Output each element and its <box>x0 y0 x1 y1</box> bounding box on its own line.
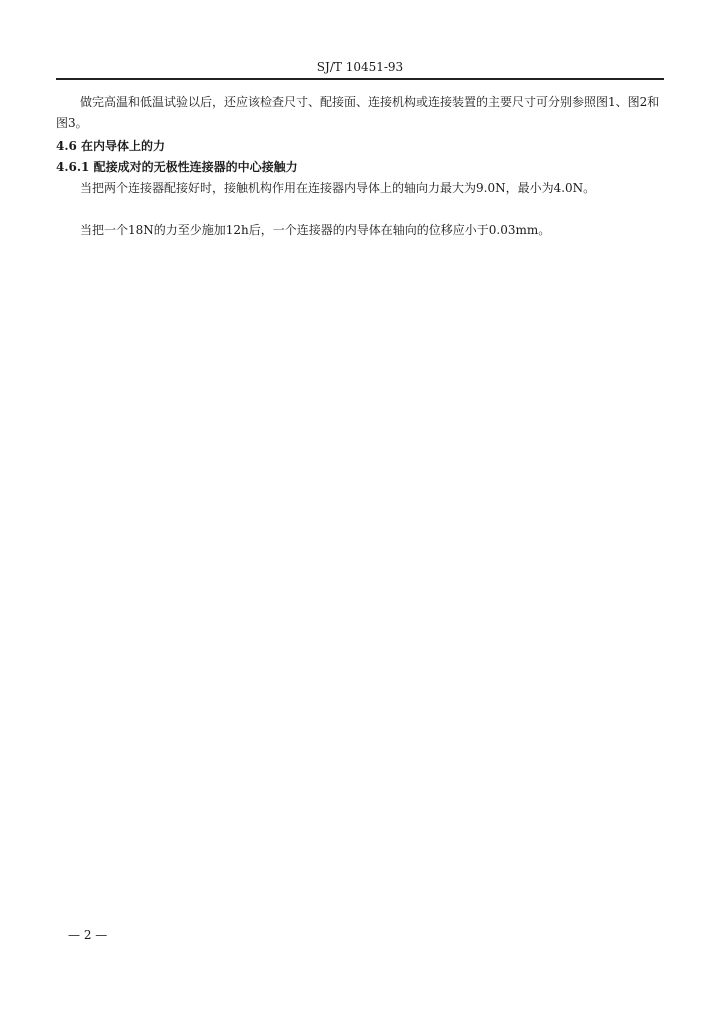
header-rule <box>56 78 664 80</box>
para-4-6-1-a: 当把两个连接器配接好时，接触机构作用在连接器内导体上的轴向力最大为9.0N，最小为4.0N。 <box>80 181 596 195</box>
para-4-6-1-b: 当把一个18N的力至少施加12h后，一个连接器的内导体在轴向的位移应小于0.03mm。 <box>80 223 551 237</box>
page-footer: — 2 — <box>68 928 108 942</box>
heading-4-6-1: 4.6.1 配接成对的无极性连接器的中心接触力 <box>56 160 298 174</box>
para-1: 做完高温和低温试验以后，还应该检查尺寸、配接面、连接机构或连接装置的主要尺寸可分别参照图1、图2和图3。 <box>56 95 660 130</box>
heading-4-6: 4.6 在内导体上的力 <box>56 139 166 153</box>
page-header: SJ/T 10451-93 <box>316 60 404 74</box>
